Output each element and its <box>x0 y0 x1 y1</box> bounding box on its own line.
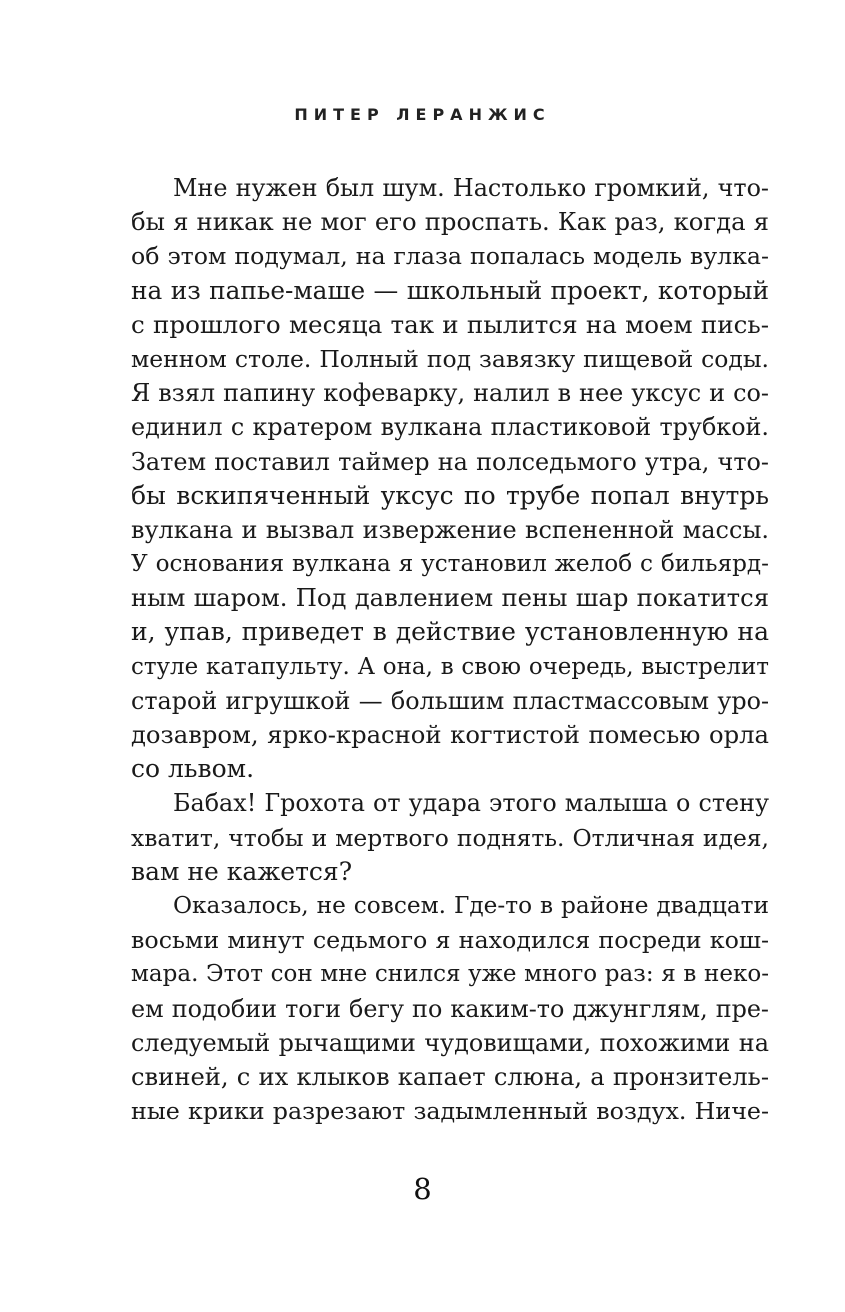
text-line: хватит, чтобы и мертвого поднять. Отличная идея, <box>131 823 769 852</box>
text-line: бы я никак не мог его проспать. Как раз, когда я <box>131 207 769 237</box>
text-line: на из папье-маше — школьный проект, который <box>131 275 769 305</box>
text-line: У основания вулкана я установил желоб с бильярд- <box>131 551 769 578</box>
text-line: единил с кратером вулкана пластиковой трубкой. <box>131 413 769 442</box>
text-line: со львом. <box>131 754 255 784</box>
running-header-author: ПИТЕР ЛЕРАНЖИС <box>294 105 551 124</box>
text-line: ем подобии тоги бегу по каким-то джунглям, пре- <box>131 994 769 1023</box>
text-line: Оказалось, не совсем. Где-то в районе двадцати <box>173 891 769 919</box>
text-line: вулкана и вызвал извержение вспененной массы. <box>131 515 769 544</box>
text-line: свиней, с их клыков капает слюна, а пронзитель- <box>131 1062 769 1091</box>
text-line: Я взял папину кофеварку, налил в нее уксус и со- <box>131 379 769 408</box>
body-text <box>131 171 769 1128</box>
text-line: стуле катапульту. А она, в свою очередь, выстрелит <box>131 653 769 680</box>
text-line: Затем поставил таймер на полседьмого утра, что- <box>131 447 769 476</box>
text-line: бы вскипяченный уксус по трубе попал внутрь <box>131 480 769 510</box>
text-line: следуемый рычащими чудовищами, похожими на <box>131 1028 769 1057</box>
text-line: и, упав, приведет в действие установленную на <box>131 617 769 647</box>
text-line: об этом подумал, на глаза попалась модель вулка- <box>131 242 769 271</box>
page-number: 8 <box>413 1172 432 1206</box>
text-line: Мне нужен был шум. Настолько громкий, что- <box>173 174 769 202</box>
text-line: дозавром, ярко-красной когтистой помесью орла <box>131 720 769 749</box>
text-line: с прошлого месяца так и пылится на моем пись- <box>131 309 769 339</box>
text-line: мара. Этот сон мне снился уже много раз: я в неко- <box>131 961 769 988</box>
text-line: старой игрушкой — большим пластмассовым уро- <box>131 686 769 715</box>
text-line: менном столе. Полный под завязку пищевой соды. <box>131 344 769 373</box>
text-line: восьми минут седьмого я находился посреди кош- <box>131 926 769 955</box>
text-line: ным шаром. Под давлением пены шар покатится <box>131 583 769 613</box>
text-line: Бабах! Грохота от удара этого малыша о стену <box>173 789 769 818</box>
text-line: ные крики разрезают задымленный воздух. Ниче- <box>131 1097 769 1126</box>
text-line: вам не кажется? <box>131 856 353 886</box>
